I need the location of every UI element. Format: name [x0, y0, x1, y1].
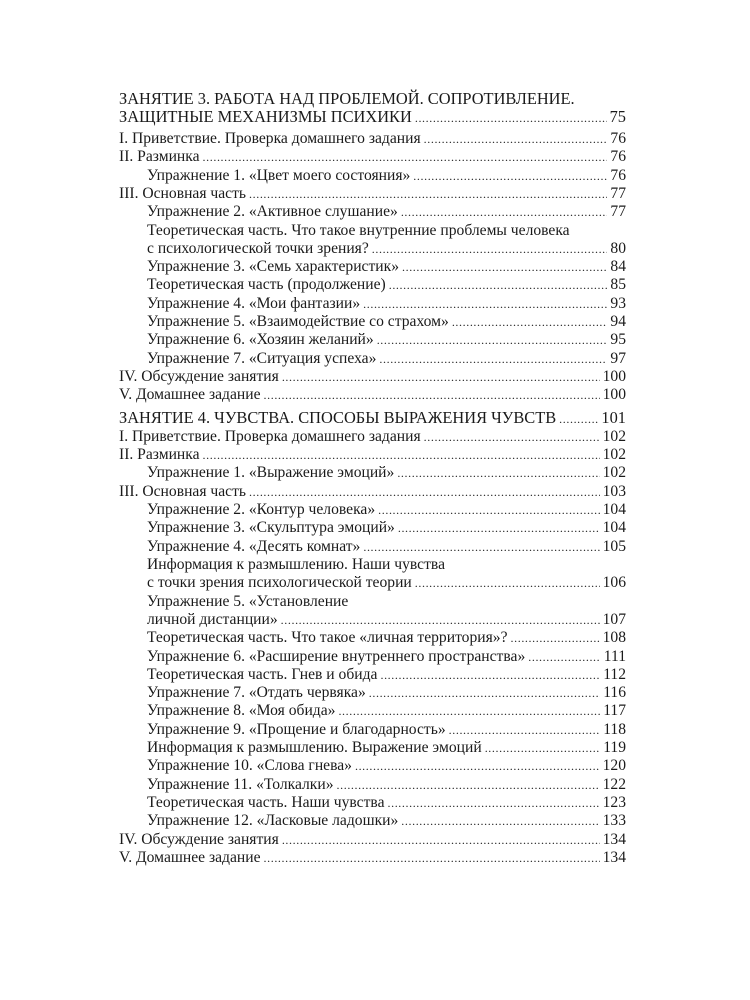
toc-heading — [119, 107, 626, 126]
toc-entry — [147, 665, 626, 684]
toc-entry — [147, 756, 626, 775]
toc-heading — [119, 408, 626, 427]
toc-entry — [147, 537, 626, 556]
toc-heading — [119, 89, 626, 108]
toc-entry — [147, 683, 626, 702]
dot-leader — [397, 464, 599, 483]
toc-entry — [147, 647, 626, 666]
toc-page-number: 134 — [602, 849, 626, 866]
toc-entry-title: Упражнение 9. «Прощение и благодарность» — [147, 721, 446, 738]
toc-entry-title: Упражнение 1. «Выражение эмоций» — [147, 464, 395, 481]
toc-page-number: 76 — [610, 148, 626, 165]
toc-entry-title: Упражнение 2. «Контур человека» — [147, 501, 376, 518]
toc-page-number: 77 — [610, 185, 626, 202]
toc-entry — [147, 330, 626, 349]
toc-entry — [119, 482, 626, 501]
toc-page-number: 117 — [603, 702, 626, 719]
toc-page-number: 108 — [602, 629, 626, 646]
toc-page-number: 101 — [601, 408, 626, 427]
toc-entry — [147, 811, 626, 830]
toc-page-number: 133 — [602, 812, 626, 829]
toc-entry-title: Информация к размышлению. Выражение эмоций — [147, 739, 482, 756]
dot-leader — [511, 629, 600, 648]
toc-entry — [147, 573, 626, 592]
toc-page-number: 104 — [602, 501, 626, 518]
toc-entry — [119, 184, 626, 203]
toc-entry — [119, 147, 626, 166]
toc-entry-title: IV. Обсуждение занятия — [119, 368, 279, 385]
toc-entry — [147, 775, 626, 794]
toc-entry-title: Упражнение 10. «Слова гнева» — [147, 757, 352, 774]
toc-entry-title: I. Приветствие. Проверка домашнего задания — [119, 428, 421, 445]
toc-entry — [147, 275, 626, 294]
toc-page-number: 94 — [610, 313, 626, 330]
toc-entry — [147, 610, 626, 629]
toc-page-number: 106 — [602, 574, 626, 591]
toc-page-number: 102 — [602, 446, 626, 463]
toc-entry — [147, 202, 626, 221]
toc-entry-title: ЗАНЯТИЕ 4. ЧУВСТВА. СПОСОБЫ ВЫРАЖЕНИЯ ЧУВСТВ — [119, 408, 557, 427]
toc-entry — [119, 830, 626, 849]
toc-entry — [119, 367, 626, 386]
toc-page-number: 112 — [603, 666, 626, 683]
toc-entry-title: III. Основная часть — [119, 483, 247, 500]
toc-page-number: 76 — [610, 167, 626, 184]
toc-entry-title: II. Разминка — [119, 446, 200, 463]
toc-page-number: 118 — [603, 721, 626, 738]
toc-page-number: 116 — [603, 684, 626, 701]
toc-page-number: 77 — [610, 203, 626, 220]
toc-entry-title: Упражнение 3. «Скульптура эмоций» — [147, 519, 395, 536]
toc-page-number: 80 — [610, 240, 626, 257]
toc-entry-title: Упражнение 7. «Отдать червяка» — [147, 684, 366, 701]
dot-leader — [264, 386, 600, 405]
dot-leader — [398, 519, 600, 538]
toc-page-number: 120 — [602, 757, 626, 774]
toc-page-number: 105 — [602, 538, 626, 555]
toc-entry-title: Теоретическая часть. Что такое «личная территория»? — [147, 629, 508, 646]
toc-entry — [147, 221, 626, 240]
toc-entry — [147, 500, 626, 519]
toc-entry-title: Упражнение 7. «Ситуация успеха» — [147, 350, 377, 367]
toc-page-number: 123 — [602, 794, 626, 811]
toc-page-number: 97 — [610, 350, 626, 367]
toc-entry — [119, 427, 626, 446]
toc-entry-title: V. Домашнее задание — [119, 849, 261, 866]
toc-entry-title: Упражнение 6. «Хозяин желаний» — [147, 331, 374, 348]
toc-entry-title: ЗАЩИТНЫЕ МЕХАНИЗМЫ ПСИХИКИ — [119, 107, 412, 126]
toc-entry-title: Теоретическая часть. Гнев и обида — [147, 666, 378, 683]
dot-leader — [264, 849, 600, 868]
toc-entry-title: ЗАНЯТИЕ 3. РАБОТА НАД ПРОБЛЕМОЙ. СОПРОТИВЛЕНИЕ. — [119, 89, 575, 108]
dot-leader — [338, 702, 600, 721]
toc-entry-title: Теоретическая часть. Что такое внутренние проблемы человека — [147, 222, 570, 239]
dot-leader — [401, 812, 599, 831]
toc-page-number: 119 — [603, 739, 626, 756]
toc-page-number: 111 — [603, 648, 626, 665]
toc-page-number: 134 — [602, 831, 626, 848]
toc-page-number: 85 — [610, 276, 626, 293]
toc-entry — [119, 129, 626, 148]
toc-entry-title: Упражнение 11. «Толкалки» — [147, 776, 334, 793]
toc-entry-title: Упражнение 5. «Взаимодействие со страхом» — [147, 313, 449, 330]
toc-entry-title: Теоретическая часть. Наши чувства — [147, 794, 385, 811]
dot-leader — [377, 331, 608, 350]
toc-page-number: 103 — [602, 483, 626, 500]
toc-page-number: 93 — [610, 295, 626, 312]
toc-entry — [147, 793, 626, 812]
toc-page-number: 102 — [602, 464, 626, 481]
toc-page-number: 95 — [610, 331, 626, 348]
toc-entry — [119, 445, 626, 464]
toc-entry — [147, 349, 626, 368]
toc-entry-title: Упражнение 4. «Мои фантазии» — [147, 295, 361, 312]
toc-page-number: 75 — [609, 107, 626, 126]
toc-entry-title: II. Разминка — [119, 148, 200, 165]
toc-entry-title: Упражнение 3. «Семь характеристик» — [147, 258, 399, 275]
toc-page-number: 76 — [610, 130, 626, 147]
toc-entry — [147, 720, 626, 739]
dot-leader — [355, 757, 600, 776]
toc-entry-title: III. Основная часть — [119, 185, 247, 202]
toc-entry — [147, 738, 626, 757]
toc-entry-title: Теоретическая часть (продолжение) — [147, 276, 386, 293]
toc-entry-title: I. Приветствие. Проверка домашнего задания — [119, 130, 421, 147]
toc-page-number: 104 — [602, 519, 626, 536]
toc-entry-title: Упражнение 1. «Цвет моего состояния» — [147, 167, 411, 184]
dot-leader — [203, 148, 608, 167]
toc-entry — [147, 166, 626, 185]
toc-entry — [147, 294, 626, 313]
toc-entry-title: Упражнение 6. «Расширение внутреннего пространства» — [147, 648, 526, 665]
toc-entry — [147, 518, 626, 537]
dot-leader — [415, 574, 600, 593]
toc-page-number: 84 — [610, 258, 626, 275]
toc-page-number: 122 — [602, 776, 626, 793]
dot-leader — [401, 203, 608, 222]
toc-entry — [147, 628, 626, 647]
toc-entry-title: Информация к размышлению. Наши чувства — [147, 556, 445, 573]
toc-entry — [147, 257, 626, 276]
dot-leader — [389, 276, 608, 295]
toc-entry-title: Упражнение 12. «Ласковые ладошки» — [147, 812, 399, 829]
toc-page-number: 100 — [602, 368, 626, 385]
toc-entry — [147, 463, 626, 482]
toc-entry — [147, 312, 626, 331]
toc-page-number: 100 — [602, 386, 626, 403]
toc-entry — [147, 592, 626, 611]
toc-page-number: 107 — [602, 611, 626, 628]
toc-entry-title: Упражнение 4. «Десять комнат» — [147, 538, 361, 555]
toc-entry-title: личной дистанции» — [147, 611, 278, 628]
toc-page-number: 102 — [602, 428, 626, 445]
toc-entry-title: IV. Обсуждение занятия — [119, 831, 279, 848]
toc-entry-title: Упражнение 8. «Моя обида» — [147, 702, 336, 719]
toc-entry-title: Упражнение 2. «Активное слушание» — [147, 203, 398, 220]
dot-leader — [415, 109, 607, 128]
toc-entry — [147, 701, 626, 720]
toc-entry-title: V. Домашнее задание — [119, 386, 261, 403]
toc-entry — [147, 239, 626, 258]
toc-entry-title: с точки зрения психологической теории — [147, 574, 412, 591]
toc-entry-title: Упражнение 5. «Установление — [147, 593, 349, 610]
toc-entry — [119, 848, 626, 867]
toc-entry — [147, 555, 626, 574]
toc-entry — [119, 385, 626, 404]
toc-entry-title: с психологической точки зрения? — [147, 240, 369, 257]
